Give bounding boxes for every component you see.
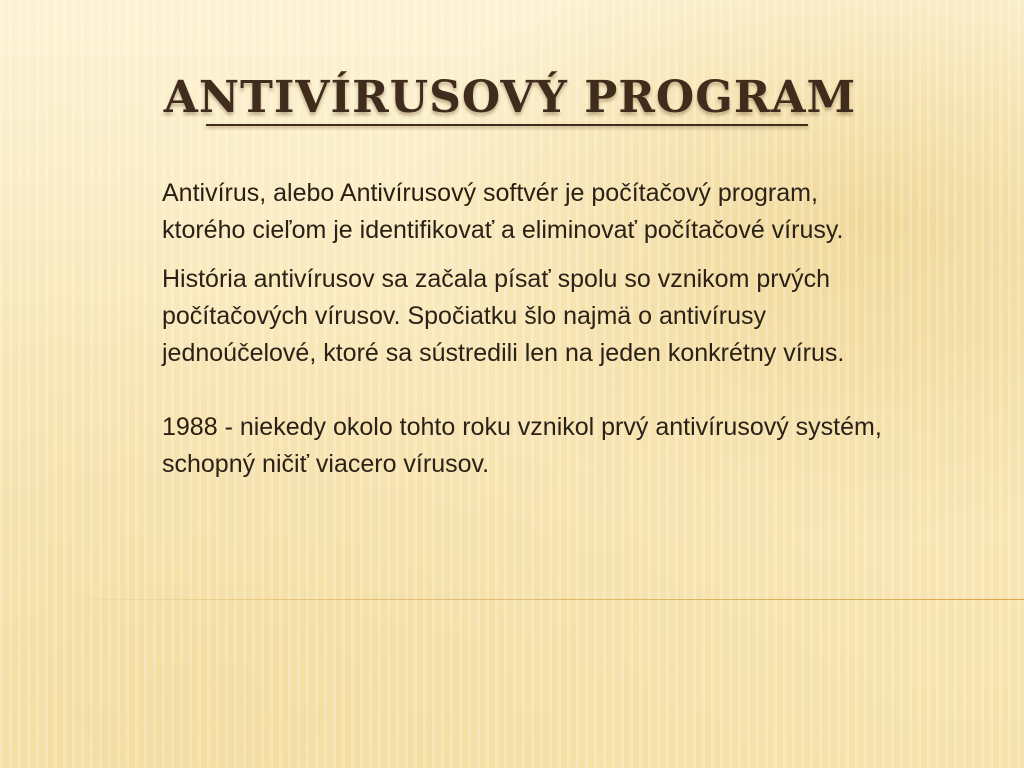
term-antivirus-software: Antivírusový softvér: [339, 179, 559, 207]
footer-divider: [60, 599, 1024, 600]
definition-text-part-2: je počítačový program, ktorého cieľom je identifikovať a eliminovať počítačové vírusy.: [162, 179, 844, 244]
title-underline: [206, 124, 808, 126]
year-paragraph: [162, 409, 882, 483]
slide-title: ANTIVÍRUSOVÝ PROGRAM: [163, 72, 857, 123]
slide-body: [162, 175, 882, 483]
term-antivirus: Antivírus: [162, 179, 260, 207]
year-text: - niekedy okolo tohto roku vznikol prvý antivírusový systém, schopný ničiť viacero vírusov.: [162, 413, 882, 478]
history-paragraph: História antivírusov sa začala písať spolu so vznikom prvých počítačových vírusov. Spočiatku šlo najmä o antivírusy jednoúčelové, ktoré sa sústredili len na jeden konkrétny vírus.: [162, 265, 845, 367]
year-label: 1988: [162, 413, 218, 441]
definition-text-part-1: , alebo: [259, 179, 340, 207]
definition-paragraph: [162, 175, 882, 249]
